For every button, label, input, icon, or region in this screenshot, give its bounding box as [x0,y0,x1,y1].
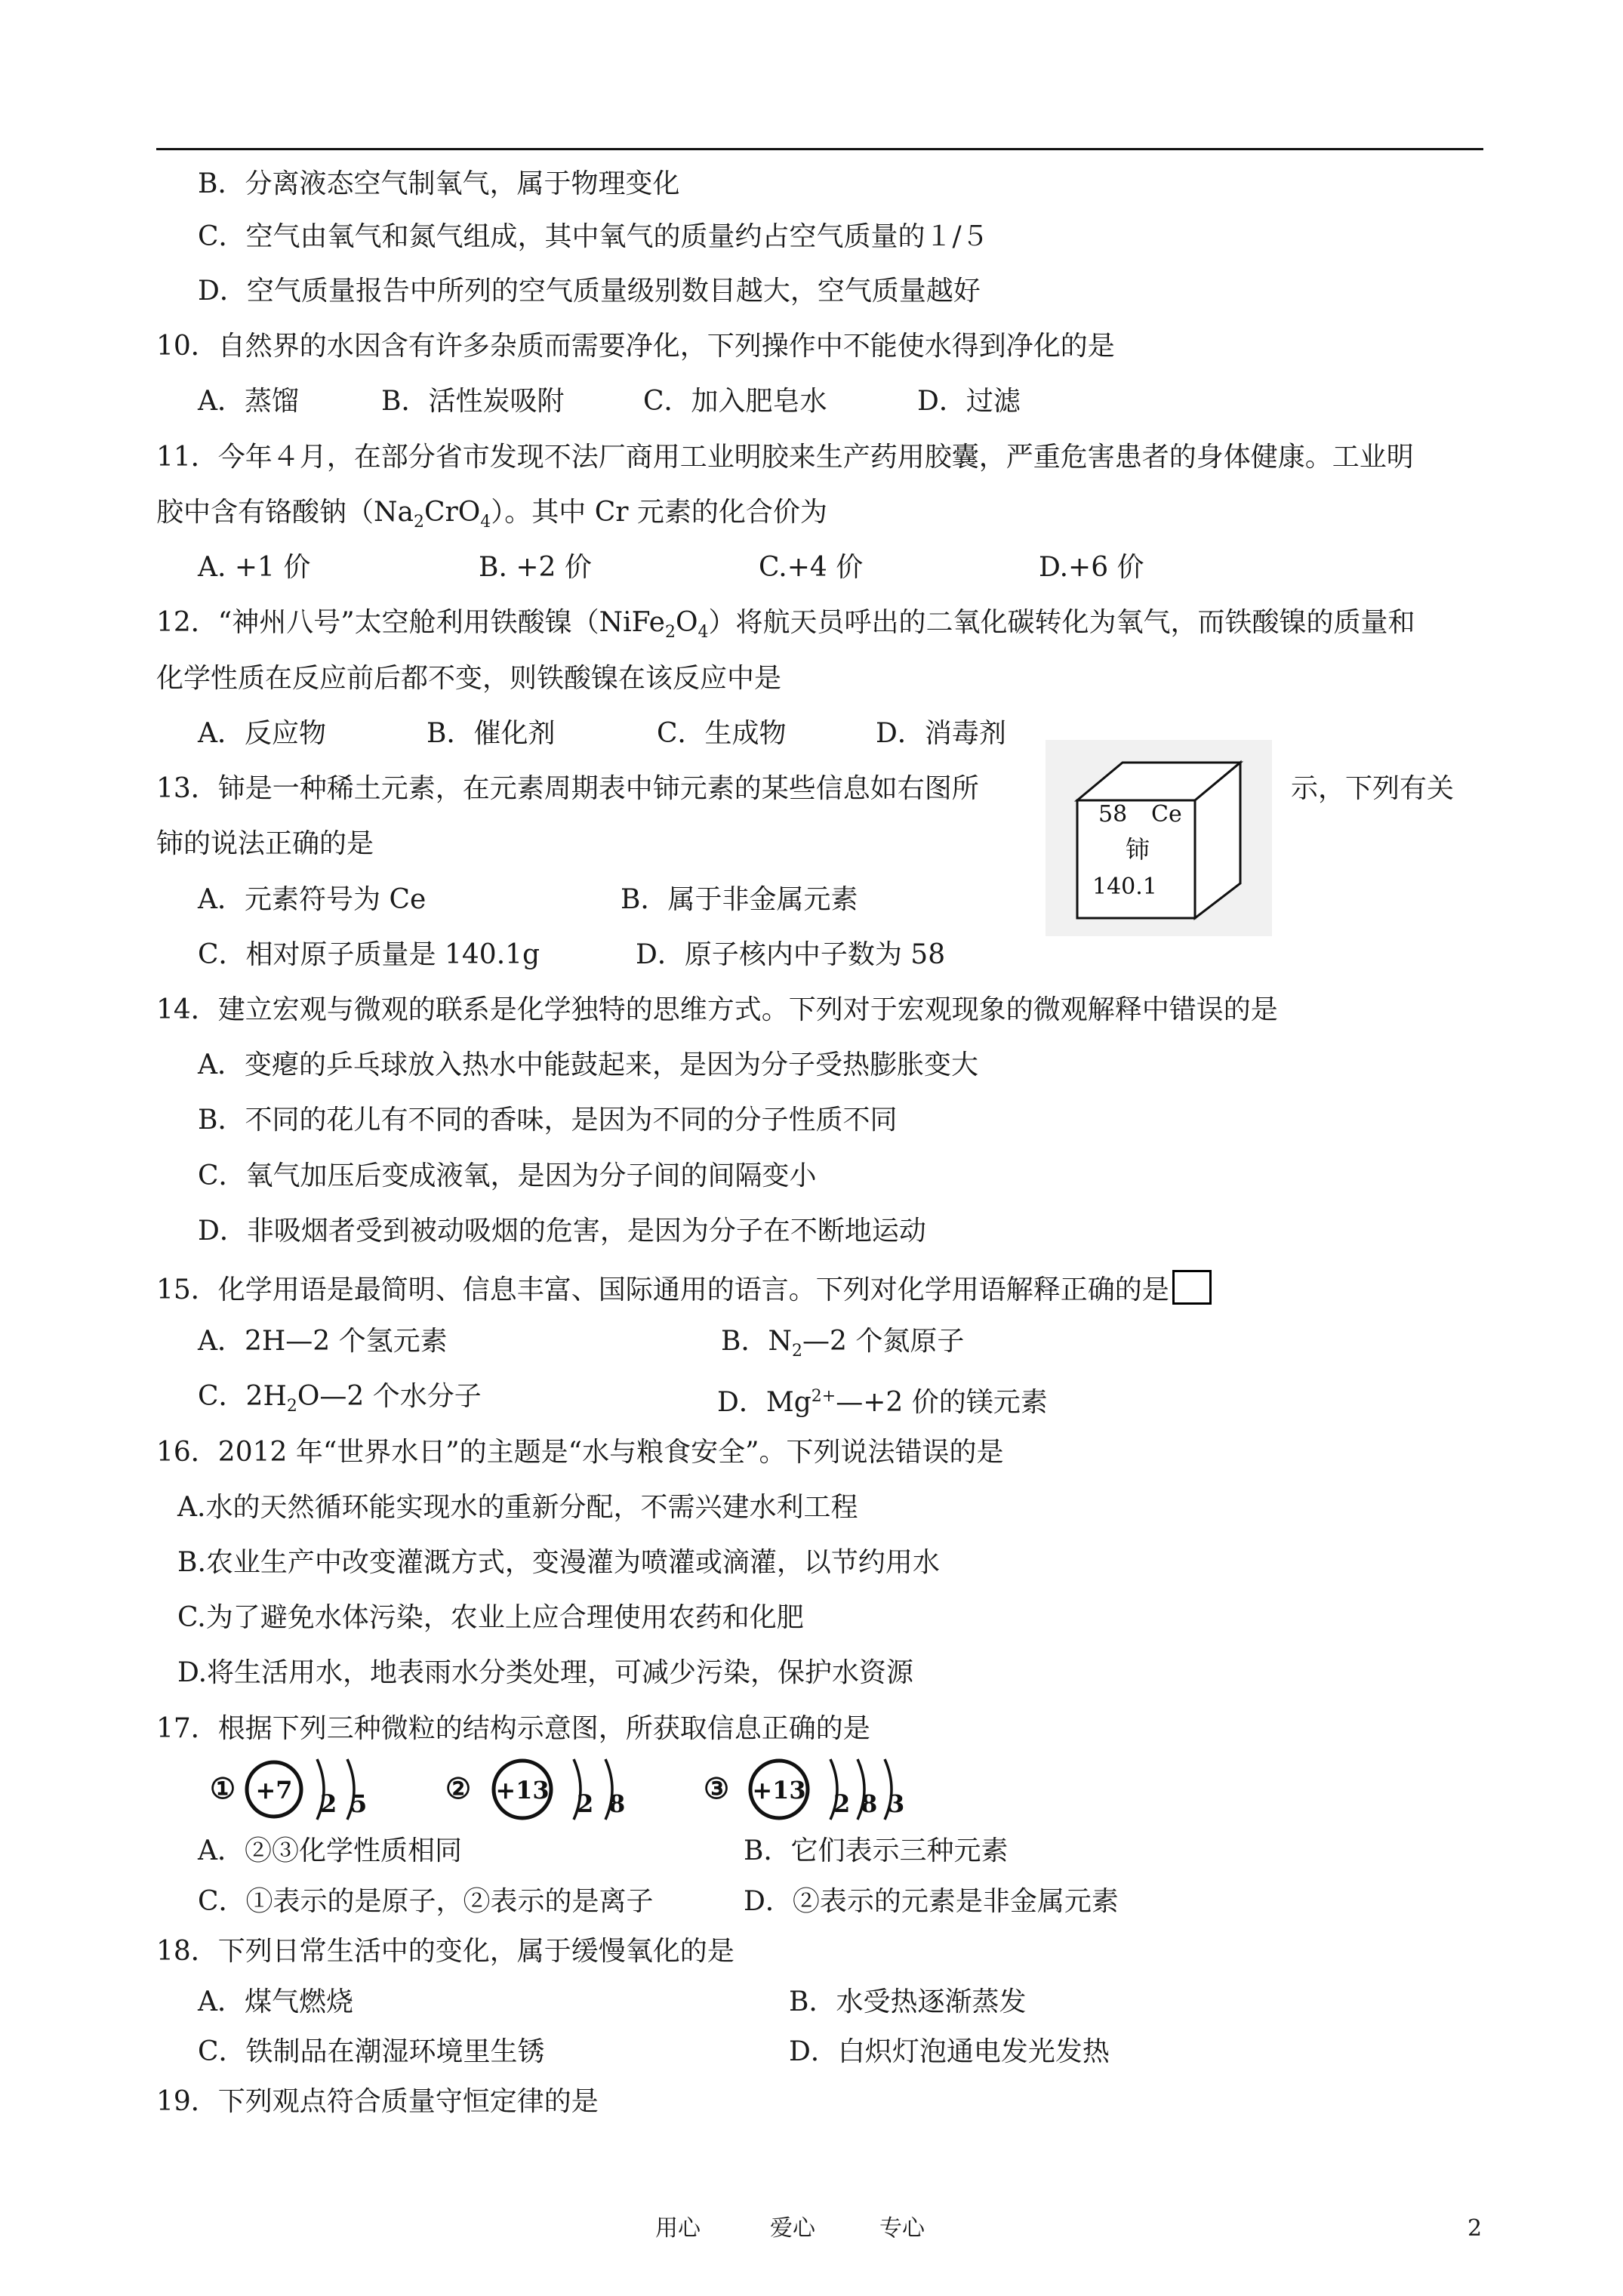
footer-word-2: 爱心 [770,2215,815,2242]
q13-option-d: D．原子核内中子数为 58 [636,939,946,970]
q17-stem: 17．根据下列三种微粒的结构示意图，所获取信息正确的是 [156,1713,870,1744]
q9-option-b: B．分离液态空气制氧气，属于物理变化 [198,168,680,199]
q15-option-c: C．$2H_2O—2$ 个水分子 [198,1381,482,1416]
particle-2-shell-2: 8 [608,1789,626,1818]
q18-option-d: D．白炽灯泡通电发光发热 [789,2036,1110,2067]
q19-stem: 19．下列观点符合质量守恒定律的是 [156,2086,599,2117]
q12-stem-line2: 化学性质在反应前后都不变，则铁酸镍在该反应中是 [156,663,782,694]
q14-stem: 14．建立宏观与微观的联系是化学独特的思维方式。下列对于宏观现象的微观解释中错误的是 [156,994,1278,1025]
particle-1-nucleus-charge: +7 [255,1776,293,1804]
q11-stem-line2: 胶中含有铬酸钠$(Na_2CrO_4)$。其中 Cr 元素的化合价为 [156,497,827,532]
q13-option-b: B．属于非金属元素 [621,884,858,915]
q18-option-b: B．水受热逐渐蒸发 [789,1986,1027,2017]
particle-3-nucleus-charge: +13 [752,1776,806,1804]
q16-option-d: D.将生活用水，地表雨水分类处理，可减少污染，保护水资源 [177,1657,914,1688]
q10-stem: 10．自然界的水因含有许多杂质而需要净化，下列操作中不能使水得到净化的是 [156,331,1115,362]
q14-option-b: B．不同的花儿有不同的香味，是因为不同的分子性质不同 [198,1105,898,1136]
q13-option-a: A．元素符号为 Ce [198,884,427,915]
q16-option-b: B.农业生产中改变灌溉方式，变漫灌为喷灌或滴灌，以节约用水 [177,1547,940,1578]
q14-option-a: A．变瘪的乒乓球放入热水中能鼓起来，是因为分子受热膨胀变大 [198,1049,978,1080]
q17-option-c: C．①表示的是原子，②表示的是离子 [198,1886,654,1917]
particle-3-shell-2: 8 [861,1789,878,1818]
q11-option-d: D.+6 价 [1039,552,1144,583]
q12-option-a: A．反应物 [198,718,326,749]
q12-option-c: C．生成物 [657,718,787,749]
footer-word-1: 用心 [655,2215,701,2242]
q10-option-a: A．蒸馏 [198,386,299,417]
q18-option-c: C．铁制品在潮湿环境里生锈 [198,2036,545,2067]
q15-option-b: B．$N_2—2$ 个氮原子 [721,1326,965,1361]
q11-stem-line1: 11．今年４月，在部分省市发现不法厂商用工业明胶来生产药用胶囊，严重危害患者的身体健康。工业明 [156,442,1414,473]
q13-stem-line1: 13．铈是一种稀土元素，在元素周期表中铈元素的某些信息如右图所 [156,773,979,804]
q13-option-c: C．相对原子质量是 140.1g [198,939,540,970]
q18-stem: 18．下列日常生活中的变化，属于缓慢氧化的是 [156,1936,735,1967]
q11-option-a: A. +1 价 [198,552,311,583]
footer-word-3: 专心 [879,2215,925,2242]
q15-option-d: D．$Mg^{2+}—+2$ 价的镁元素 [717,1387,1048,1418]
particle-2-shell-1: 2 [577,1789,594,1818]
q15-option-a: A．2H—2 个氢元素 [198,1326,448,1357]
particle-2-nucleus-charge: +13 [495,1776,550,1804]
particle-1 [210,1759,367,1820]
q13-stem-line2: 铈的说法正确的是 [156,828,374,859]
particle-1-label: ① [210,1771,236,1805]
q17-option-b: B．它们表示三种元素 [744,1835,1009,1866]
q11-option-b: B. +2 价 [479,552,592,583]
particle-3 [704,1759,904,1820]
q17-option-d: D．②表示的元素是非金属元素 [744,1886,1119,1917]
q14-option-d: D．非吸烟者受到被动吸烟的危害，是因为分子在不断地运动 [198,1216,926,1247]
q10-option-d: D．过滤 [917,386,1021,417]
page-number: 2 [1467,2215,1483,2242]
element-atomic-mass: 140.1 [1092,874,1157,900]
particle-2-label: ② [445,1771,472,1805]
q9-option-c: C．空气由氧气和氮气组成，其中氧气的质量约占空气质量的１/５ [198,221,989,252]
q16-option-a: A.水的天然循环能实现水的重新分配，不需兴建水利工程 [177,1492,858,1523]
particle-3-shell-1: 2 [833,1789,851,1818]
q12-option-d: D．消毒剂 [876,718,1006,749]
q10-option-b: B．活性炭吸附 [381,386,565,417]
particle-2 [445,1759,625,1820]
q14-option-c: C．氧气加压后变成液氧，是因为分子间的间隔变小 [198,1160,817,1191]
particle-1-shell-2: 5 [350,1789,368,1818]
q16-stem: 16．2012 年“世界水日”的主题是“水与粮食安全”。下列说法错误的是 [156,1437,1004,1468]
answer-box [1172,1270,1212,1305]
q12-option-b: B．催化剂 [427,718,556,749]
q17-option-a: A．②③化学性质相同 [198,1835,462,1866]
q15-stem: 15．化学用语是最简明、信息丰富、国际通用的语言。下列对化学用语解释正确的是 [156,1270,1212,1307]
q10-option-c: C．加入肥皂水 [643,386,827,417]
q13-stem-line1-tail: 示，下列有关 [1291,773,1455,804]
element-cube-figure [1046,740,1272,936]
q16-option-c: C.为了避免水体污染，农业上应合理使用农药和化肥 [177,1602,804,1633]
element-atomic-number: 58 [1098,801,1128,827]
header-rule [156,148,1483,150]
element-symbol: Ce [1151,801,1182,827]
q9-option-d: D．空气质量报告中所列的空气质量级别数目越大，空气质量越好 [198,276,981,307]
particle-3-shell-3: 3 [888,1789,905,1818]
q18-option-a: A．煤气燃烧 [198,1986,353,2017]
element-name: 铈 [1126,835,1150,864]
particle-3-label: ③ [704,1771,730,1805]
particle-structure-diagrams [196,1746,951,1829]
particle-1-shell-1: 2 [320,1789,337,1818]
q12-stem-line1: 12．“神州八号”太空舱利用铁酸镍$(NiFe_2O_4)$将航天员呼出的二氧化碳转化为氧气，而铁酸镍的质量和 [156,607,1415,643]
q11-option-c: C.+4 价 [759,552,864,583]
